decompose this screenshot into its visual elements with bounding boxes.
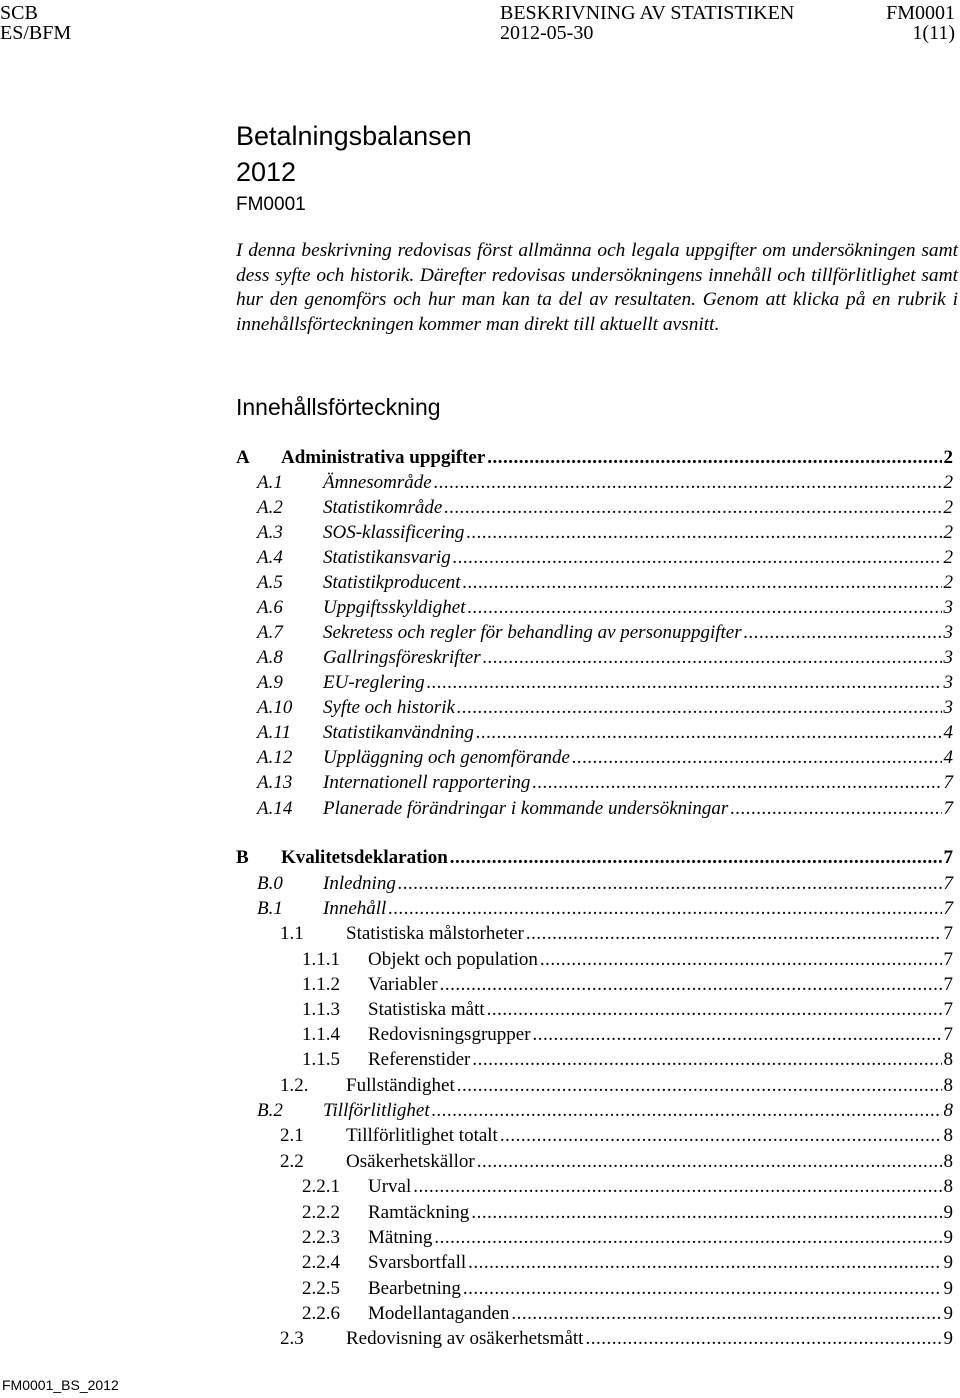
toc-entry[interactable] bbox=[257, 596, 953, 620]
toc-entry[interactable] bbox=[302, 1251, 953, 1275]
toc-dot-leader bbox=[487, 446, 941, 470]
toc-entry-page: 8 bbox=[943, 1049, 953, 1070]
toc-dot-leader bbox=[487, 998, 942, 1022]
toc-entry-label[interactable]: Ämnesområde bbox=[323, 472, 432, 493]
toc-entry[interactable] bbox=[257, 1099, 953, 1123]
footer-doc-id: FM0001_BS_2012 bbox=[2, 1377, 119, 1393]
toc-dot-leader bbox=[500, 1124, 942, 1148]
toc-entry-label[interactable]: Mätning bbox=[368, 1227, 433, 1248]
toc-dot-leader bbox=[413, 1175, 941, 1199]
toc-entry-page: 9 bbox=[943, 1328, 953, 1349]
toc-entry-label[interactable]: Statistiska målstorheter bbox=[346, 923, 524, 944]
toc-entry-label[interactable]: Syfte och historik bbox=[323, 697, 455, 718]
toc-entry[interactable] bbox=[257, 872, 953, 896]
header-date: 2012-05-30 bbox=[500, 22, 594, 44]
toc-entry-label[interactable]: Uppläggning och genomförande bbox=[323, 747, 570, 768]
toc-entry-number: A.3 bbox=[257, 522, 283, 543]
toc-entry-label[interactable]: Administrativa uppgifter bbox=[281, 447, 486, 468]
toc-entry-page: 3 bbox=[943, 697, 953, 718]
intro-paragraph: I denna beskrivning redovisas först allmänna och legala uppgifter om undersökningen samt dess syfte och historik. Därefter redovisas undersökningens innehåll och tillförlitlighet samt hur den genomförs och hur man kan ta del av resultaten. Genom att klicka på en rubrik i innehållsförteckningen kommer man direkt till aktuellt avsnitt. bbox=[236, 240, 958, 335]
toc-entry-label[interactable]: Tillförlitlighet bbox=[323, 1100, 430, 1121]
toc-entry-page: 2 bbox=[943, 522, 953, 543]
toc-entry-page: 2 bbox=[943, 497, 953, 518]
toc-entry-label[interactable]: Kvalitetsdeklaration bbox=[281, 847, 448, 868]
header-doc-code: FM0001 bbox=[886, 2, 955, 24]
document-code: FM0001 bbox=[236, 194, 306, 215]
toc-entry-number: A.7 bbox=[257, 622, 283, 643]
toc-dot-leader bbox=[526, 922, 942, 946]
toc-entry[interactable] bbox=[257, 897, 953, 921]
toc-dot-leader bbox=[471, 1201, 941, 1225]
toc-entry-label[interactable]: SOS-klassificering bbox=[323, 522, 465, 543]
toc-entry-page: 3 bbox=[943, 672, 953, 693]
toc-entry-page: 8 bbox=[943, 1100, 953, 1121]
toc-entry-number: 1.2. bbox=[280, 1075, 309, 1096]
toc-entry-number: B.1 bbox=[257, 898, 283, 919]
header-department: ES/BFM bbox=[0, 22, 72, 44]
toc-entry-number: 1.1.5 bbox=[302, 1049, 340, 1070]
toc-entry-label[interactable]: Statistikansvarig bbox=[323, 547, 451, 568]
toc-entry-page: 7 bbox=[943, 798, 953, 819]
toc-dot-leader bbox=[730, 797, 941, 821]
toc-entry-page: 2 bbox=[943, 447, 953, 468]
toc-entry[interactable] bbox=[302, 1175, 953, 1199]
toc-entry-number: 2.2.1 bbox=[302, 1176, 340, 1197]
toc-entry-label[interactable]: Svarsbortfall bbox=[368, 1252, 467, 1273]
toc-entry-number: 1.1 bbox=[280, 923, 304, 944]
toc-entry-label[interactable]: Variabler bbox=[368, 974, 438, 995]
toc-entry-page: 3 bbox=[943, 647, 953, 668]
toc-entry[interactable] bbox=[257, 521, 953, 545]
toc-entry-page: 3 bbox=[943, 597, 953, 618]
toc-entry[interactable] bbox=[302, 1226, 953, 1250]
toc-entry-number: 2.2.2 bbox=[302, 1202, 340, 1223]
toc-entry-page: 8 bbox=[943, 1151, 953, 1172]
toc-entry-number: 2.3 bbox=[280, 1328, 304, 1349]
toc-entry-number: 2.2.3 bbox=[302, 1227, 340, 1248]
toc-entry-page: 9 bbox=[943, 1202, 953, 1223]
toc-entry-page: 8 bbox=[943, 1125, 953, 1146]
toc-entry-page: 9 bbox=[943, 1278, 953, 1299]
toc-entry[interactable] bbox=[280, 1074, 953, 1098]
toc-entry-number: A.13 bbox=[257, 772, 293, 793]
toc-entry-label[interactable]: Uppgiftsskyldighet bbox=[323, 597, 466, 618]
toc-entry-number: A.10 bbox=[257, 697, 293, 718]
toc-dot-leader bbox=[467, 596, 941, 620]
toc-dot-leader bbox=[432, 1099, 942, 1123]
toc-entry-number: A.4 bbox=[257, 547, 283, 568]
toc-entry-label[interactable]: Statistikproducent bbox=[323, 572, 461, 593]
toc-entry-label[interactable]: Urval bbox=[368, 1176, 412, 1197]
toc-entry-label[interactable]: Objekt och population bbox=[368, 949, 538, 970]
toc-dot-leader bbox=[466, 521, 941, 545]
toc-entry-page: 7 bbox=[943, 923, 953, 944]
toc-entry-number: A.14 bbox=[257, 798, 293, 819]
toc-entry[interactable] bbox=[302, 1023, 953, 1047]
toc-entry-page: 2 bbox=[943, 472, 953, 493]
document-title: Betalningsbalansen bbox=[236, 121, 472, 151]
toc-entry-label[interactable]: Statistiska mått bbox=[368, 999, 485, 1020]
toc-entry-page: 9 bbox=[943, 1252, 953, 1273]
toc-entry-number: A.12 bbox=[257, 747, 293, 768]
toc-dot-leader bbox=[434, 1226, 941, 1250]
toc-dot-leader bbox=[450, 846, 942, 870]
toc-entry[interactable] bbox=[302, 973, 953, 997]
toc-entry[interactable] bbox=[280, 1327, 953, 1351]
toc-entry[interactable] bbox=[280, 1124, 953, 1148]
toc-entry-number: A bbox=[236, 447, 250, 468]
toc-entry[interactable] bbox=[302, 998, 953, 1022]
toc-entry[interactable] bbox=[257, 671, 953, 695]
toc-dot-leader bbox=[388, 897, 941, 921]
toc-entry-page: 7 bbox=[943, 772, 953, 793]
toc-dot-leader bbox=[434, 471, 942, 495]
toc-entry-number: 2.2.6 bbox=[302, 1303, 340, 1324]
toc-entry-label[interactable]: Innehåll bbox=[323, 898, 387, 919]
toc-entry-number: A.1 bbox=[257, 472, 283, 493]
document-year: 2012 bbox=[236, 157, 297, 187]
toc-entry-number: A.5 bbox=[257, 572, 283, 593]
toc-entry-number: 1.1.4 bbox=[302, 1024, 340, 1045]
toc-entry-page: 9 bbox=[943, 1227, 953, 1248]
toc-entry[interactable] bbox=[257, 721, 953, 745]
toc-dot-leader bbox=[532, 771, 941, 795]
toc-entry-label[interactable]: Internationell rapportering bbox=[323, 772, 531, 793]
toc-dot-leader bbox=[476, 721, 942, 745]
toc-entry-page: 2 bbox=[943, 547, 953, 568]
toc-entry[interactable] bbox=[257, 496, 953, 520]
toc-entry[interactable] bbox=[280, 922, 953, 946]
toc-dot-leader bbox=[468, 1251, 941, 1275]
toc-entry-page: 9 bbox=[943, 1303, 953, 1324]
toc-entry-page: 7 bbox=[943, 999, 953, 1020]
toc-entry-label[interactable]: EU-reglering bbox=[323, 672, 425, 693]
toc-entry-page: 2 bbox=[943, 572, 953, 593]
toc-entry-page: 7 bbox=[943, 1024, 953, 1045]
toc-dot-leader bbox=[483, 646, 942, 670]
toc-dot-leader bbox=[472, 1048, 941, 1072]
toc-entry-label[interactable]: Inledning bbox=[323, 873, 396, 894]
toc-entry-number: B.2 bbox=[257, 1100, 283, 1121]
toc-entry-label[interactable]: Ramtäckning bbox=[368, 1202, 470, 1223]
toc-dot-leader bbox=[453, 546, 942, 570]
toc-entry-number: 2.2.4 bbox=[302, 1252, 340, 1273]
header-doc-type: BESKRIVNING AV STATISTIKEN bbox=[500, 2, 795, 24]
toc-entry-number: A.11 bbox=[257, 722, 291, 743]
toc-entry-number: 2.2.5 bbox=[302, 1278, 340, 1299]
toc-entry-number: B.0 bbox=[257, 873, 283, 894]
toc-dot-leader bbox=[533, 1023, 942, 1047]
toc-dot-leader bbox=[540, 948, 942, 972]
toc-entry[interactable] bbox=[257, 646, 953, 670]
toc-entry[interactable] bbox=[257, 546, 953, 570]
toc-entry[interactable] bbox=[302, 1048, 953, 1072]
toc-entry[interactable] bbox=[236, 446, 953, 470]
toc-entry-label[interactable]: Bearbetning bbox=[368, 1278, 461, 1299]
toc-entry-number: 2.1 bbox=[280, 1125, 304, 1146]
toc-entry-number: B bbox=[236, 847, 249, 868]
toc-entry[interactable] bbox=[257, 696, 953, 720]
header-page-count: 1(11) bbox=[912, 22, 955, 44]
toc-entry-number: 1.1.2 bbox=[302, 974, 340, 995]
toc-entry-label[interactable]: Statistikområde bbox=[323, 497, 443, 518]
toc-entry-page: 7 bbox=[943, 847, 953, 868]
toc-dot-leader bbox=[463, 1277, 942, 1301]
toc-dot-leader bbox=[398, 872, 942, 896]
toc-dot-leader bbox=[444, 496, 941, 520]
toc-entry-page: 8 bbox=[943, 1176, 953, 1197]
toc-dot-leader bbox=[585, 1327, 941, 1351]
toc-entry[interactable] bbox=[257, 571, 953, 595]
toc-entry[interactable] bbox=[257, 621, 953, 645]
toc-entry-label[interactable]: Modellantaganden bbox=[368, 1303, 510, 1324]
toc-entry-page: 4 bbox=[943, 722, 953, 743]
toc-dot-leader bbox=[572, 746, 942, 770]
toc-dot-leader bbox=[440, 973, 942, 997]
toc-entry[interactable] bbox=[257, 771, 953, 795]
toc-dot-leader bbox=[463, 571, 942, 595]
toc-entry-number: A.6 bbox=[257, 597, 283, 618]
toc-entry-page: 7 bbox=[943, 949, 953, 970]
toc-entry-page: 8 bbox=[943, 1075, 953, 1096]
toc-entry-label[interactable]: Redovisningsgrupper bbox=[368, 1024, 531, 1045]
toc-dot-leader bbox=[744, 621, 942, 645]
toc-entry-number: 1.1.1 bbox=[302, 949, 340, 970]
toc-entry[interactable] bbox=[302, 948, 953, 972]
toc-entry-number: A.9 bbox=[257, 672, 283, 693]
toc-dot-leader bbox=[457, 696, 942, 720]
toc-entry-label[interactable]: Referenstider bbox=[368, 1049, 471, 1070]
toc-entry-label[interactable]: Planerade förändringar i kommande undersökningar bbox=[323, 798, 729, 819]
toc-entry-label[interactable]: Redovisning av osäkerhetsmått bbox=[346, 1328, 584, 1349]
toc-entry[interactable] bbox=[257, 746, 953, 770]
toc-entry[interactable] bbox=[236, 846, 953, 870]
toc-entry-page: 3 bbox=[943, 622, 953, 643]
toc-entry-page: 7 bbox=[943, 974, 953, 995]
toc-entry-number: A.2 bbox=[257, 497, 283, 518]
toc-dot-leader bbox=[477, 1150, 942, 1174]
toc-entry-label[interactable]: Sekretess och regler för behandling av personuppgifter bbox=[323, 622, 742, 643]
toc-entry[interactable] bbox=[302, 1201, 953, 1225]
toc-entry-label[interactable]: Gallringsföreskrifter bbox=[323, 647, 481, 668]
toc-entry[interactable] bbox=[280, 1150, 953, 1174]
toc-entry-number: 1.1.3 bbox=[302, 999, 340, 1020]
header-agency: SCB bbox=[0, 2, 38, 24]
toc-entry[interactable] bbox=[257, 797, 953, 821]
toc-entry[interactable] bbox=[257, 471, 953, 495]
toc-entry-number: A.8 bbox=[257, 647, 283, 668]
toc-entry[interactable] bbox=[302, 1277, 953, 1301]
toc-entry-page: 7 bbox=[943, 873, 953, 894]
toc-dot-leader bbox=[427, 671, 942, 695]
toc-dot-leader bbox=[511, 1302, 941, 1326]
toc-entry-label[interactable]: Statistikanvändning bbox=[323, 722, 474, 743]
toc-entry-number: 2.2 bbox=[280, 1151, 304, 1172]
toc-entry-page: 7 bbox=[943, 898, 953, 919]
toc-entry-label[interactable]: Tillförlitlighet totalt bbox=[346, 1125, 498, 1146]
toc-entry-page: 4 bbox=[943, 747, 953, 768]
toc-entry-label[interactable]: Fullständighet bbox=[346, 1075, 455, 1096]
toc-entry[interactable] bbox=[302, 1302, 953, 1326]
toc-dot-leader bbox=[457, 1074, 942, 1098]
toc-heading: Innehållsförteckning bbox=[236, 394, 441, 420]
toc-entry-label[interactable]: Osäkerhetskällor bbox=[346, 1151, 475, 1172]
